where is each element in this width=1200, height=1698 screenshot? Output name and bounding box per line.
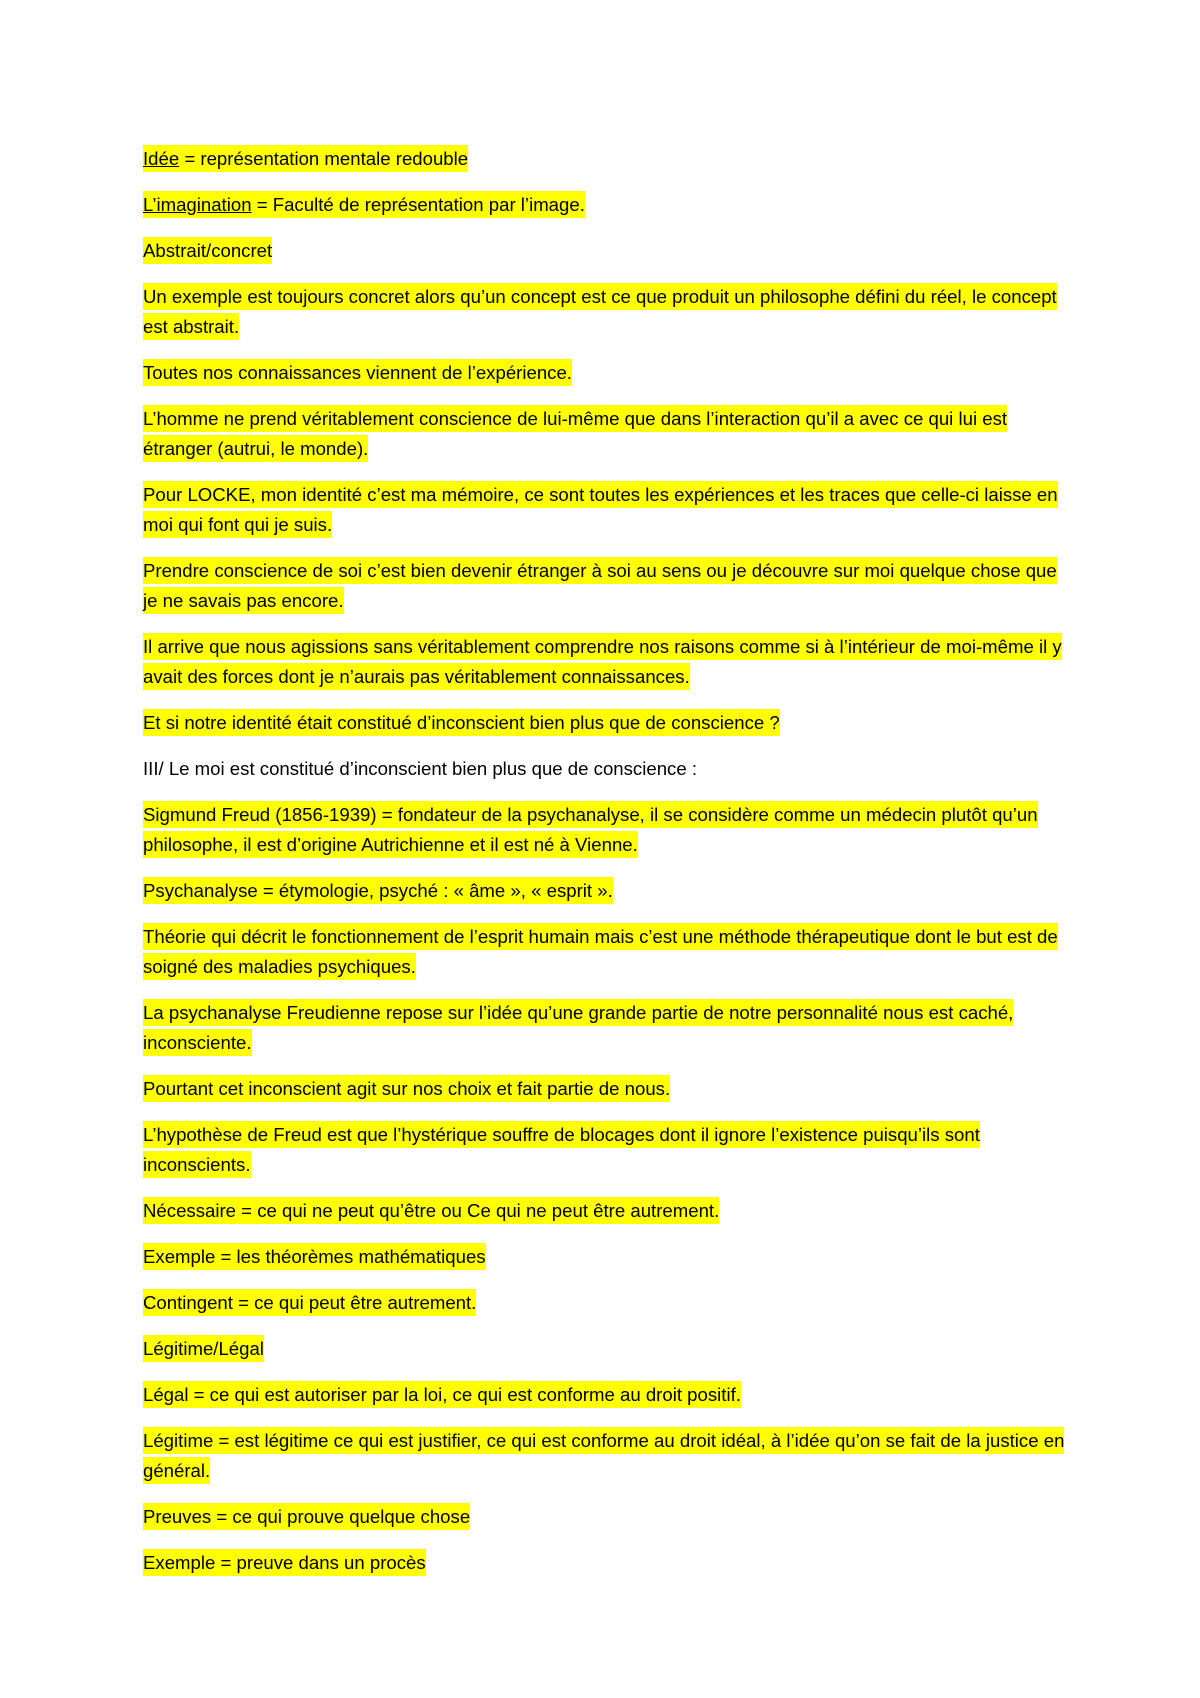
paragraph-preuves: Preuves = ce qui prouve quelque chose — [143, 1502, 1073, 1532]
paragraph-theorie: Théorie qui décrit le fonctionnement de l’esprit humain mais c’est une méthode thérapeutique dont le but est de soigné des maladies psychiques. — [143, 922, 1073, 982]
definition-imagination: = Faculté de représentation par l’image. — [251, 194, 585, 215]
paragraph-abstrait-concret: Abstrait/concret — [143, 236, 1073, 266]
paragraph-question-identite: Et si notre identité était constitué d’inconscient bien plus que de conscience ? — [143, 708, 1073, 738]
definition-idee: = représentation mentale redouble — [179, 148, 469, 169]
paragraph-homme-conscience: L’homme ne prend véritablement conscience de lui-même que dans l’interaction qu’il a avec ce qui lui est étranger (autrui, le monde). — [143, 404, 1073, 464]
paragraph-forces: Il arrive que nous agissions sans véritablement comprendre nos raisons comme si à l’intérieur de moi-même il y avait des forces dont je n’aurais pas véritablement connaissances. — [143, 632, 1073, 692]
paragraph-psychanalyse-freudienne: La psychanalyse Freudienne repose sur l’idée qu’une grande partie de notre personnalité nous est caché, inconsciente. — [143, 998, 1073, 1058]
paragraph-idee — [143, 144, 1073, 174]
paragraph-exemple-concept: Un exemple est toujours concret alors qu’un concept est ce que produit un philosophe défini du réel, le concept est abstrait. — [143, 282, 1073, 342]
paragraph-legitime-legal: Légitime/Légal — [143, 1334, 1073, 1364]
paragraph-connaissances: Toutes nos connaissances viennent de l’expérience. — [143, 358, 1073, 388]
paragraph-imagination — [143, 190, 1073, 220]
paragraph-legal: Légal = ce qui est autoriser par la loi, ce qui est conforme au droit positif. — [143, 1380, 1073, 1410]
paragraph-hypothese-freud: L’hypothèse de Freud est que l’hystérique souffre de blocages dont il ignore l’existence puisqu’ils sont inconscients. — [143, 1120, 1073, 1180]
paragraph-prendre-conscience: Prendre conscience de soi c’est bien devenir étranger à soi au sens ou je découvre sur moi quelque chose que je ne savais pas encore. — [143, 556, 1073, 616]
term-idee: Idée — [143, 148, 180, 169]
paragraph-contingent: Contingent = ce qui peut être autrement. — [143, 1288, 1073, 1318]
paragraph-exemple-theoremes: Exemple = les théorèmes mathématiques — [143, 1242, 1073, 1272]
paragraph-freud: Sigmund Freud (1856-1939) = fondateur de la psychanalyse, il se considère comme un médecin plutôt qu’un philosophe, il est d’origine Autrichienne et il est né à Vienne. — [143, 800, 1073, 860]
section-heading-iii: III/ Le moi est constitué d’inconscient bien plus que de conscience : — [143, 758, 698, 779]
paragraph-exemple-preuve: Exemple = preuve dans un procès — [143, 1548, 1073, 1578]
paragraph-inconscient-agit: Pourtant cet inconscient agit sur nos choix et fait partie de nous. — [143, 1074, 1073, 1104]
paragraph-locke: Pour LOCKE, mon identité c’est ma mémoire, ce sont toutes les expériences et les traces que celle-ci laisse en moi qui font qui je suis. — [143, 480, 1073, 540]
term-imagination: L’imagination — [143, 194, 252, 215]
paragraph-legitime: Légitime = est légitime ce qui est justifier, ce qui est conforme au droit idéal, à l’idée qu’on se fait de la justice en général. — [143, 1426, 1073, 1486]
paragraph-necessaire: Nécessaire = ce qui ne peut qu’être ou Ce qui ne peut être autrement. — [143, 1196, 1073, 1226]
paragraph-psychanalyse-etymologie: Psychanalyse = étymologie, psyché : « âme », « esprit ». — [143, 876, 1073, 906]
document-body — [143, 144, 1073, 1594]
